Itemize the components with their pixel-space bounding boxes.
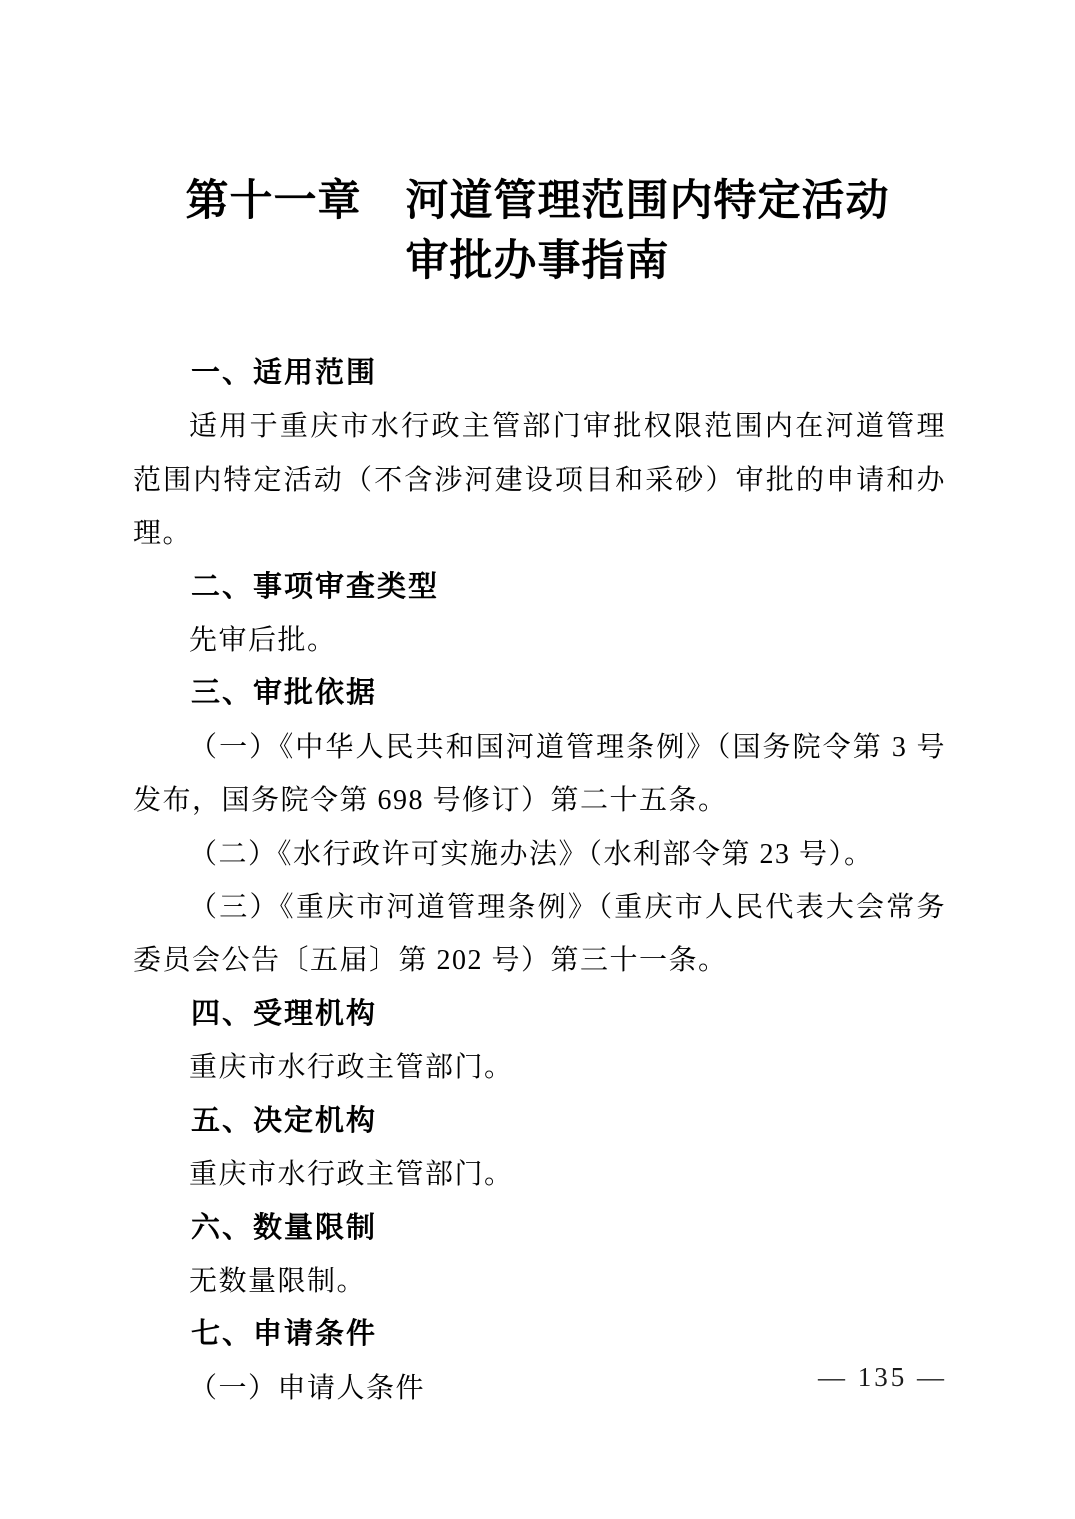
- document-body: [133, 347, 946, 1415]
- section-heading-application-cond: 七、申请条件: [191, 1318, 378, 1351]
- section-heading-review-type: 二、事项审查类型: [191, 570, 440, 603]
- paragraph-basis-item-1: （一）《中华人民共和国河道管理条例》（国务院令第 3 号发布，国务院令第 698 号修订）第二十五条。: [133, 731, 946, 817]
- paragraph-deciding-organ-text: 重庆市水行政主管部门。: [189, 1159, 514, 1191]
- paragraph-basis-item-3: （三）《重庆市河道管理条例》（重庆市人民代表大会常务委员会公告〔五届〕第 202 号）第三十一条。: [133, 892, 946, 977]
- section-heading-deciding-organ: 五、决定机构: [191, 1104, 378, 1137]
- section-heading-scope: 一、适用范围: [191, 357, 378, 389]
- paragraph-accepting-organ-text: 重庆市水行政主管部门。: [189, 1052, 514, 1084]
- chapter-title-line2: 审批办事指南: [405, 238, 670, 285]
- section-heading-approval-basis: 三、审批依据: [191, 677, 378, 710]
- section-heading-accepting-organ: 四、受理机构: [191, 997, 378, 1030]
- section-heading-quantity-limit: 六、数量限制: [191, 1211, 378, 1244]
- paragraph-quantity-limit-text: 无数量限制。: [189, 1265, 367, 1297]
- paragraph-applicant-conditions: （一）申请人条件: [189, 1372, 426, 1404]
- chapter-title: [0, 172, 1075, 292]
- paragraph-basis-item-2: （二）《水行政许可实施办法》（水利部令第 23 号）。: [189, 838, 874, 870]
- chapter-title-line1: 第十一章 河道管理范围内特定活动: [185, 178, 890, 225]
- page-number: — 135 —: [818, 1362, 947, 1392]
- paragraph-review-type-text: 先审后批。: [189, 625, 337, 657]
- paragraph-scope-text: 适用于重庆市水行政主管部门审批权限范围内在河道管理范围内特定活动（不含涉河建设项目和采砂）审批的申请和办理。: [133, 411, 946, 550]
